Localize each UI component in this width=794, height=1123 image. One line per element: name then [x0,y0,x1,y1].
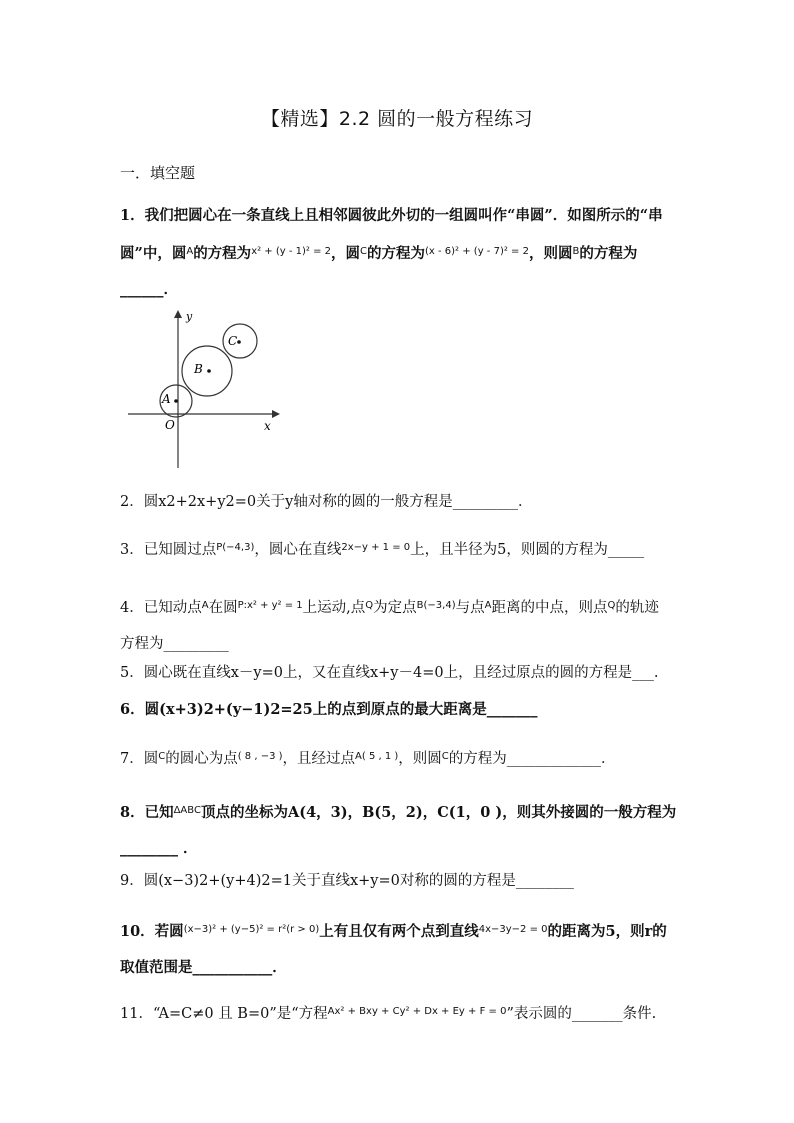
series-circles-figure [118,308,288,470]
question-11: 11．“A=C≠0 且 B=0”是“方程$^{Ax^2 + Bxy + Cy^2 + Dx + Ey + F = 0}$”表示圆的_______条件. [120,1006,657,1022]
center-b [207,369,211,373]
label-c: C [228,334,238,348]
question-4: 4．已知动点$^A$在圆$^{P:x^2 + y^2 = 1}$上运动,点$^Q$为定点$^{B(-3,4)}$与点$^A$距离的中点，则点$^Q$的轨迹 方程为_________ [120,600,659,652]
question-5: 5．圆心既在直线x－y=0上，又在直线x+y－4=0上，且经过原点的圆的方程是___. [120,665,659,681]
question-2: 2．圆x2+2x+y2=0关于y轴对称的圆的一般方程是_________． [120,494,533,510]
question-6: 6．圆(x+3)2+(y−1)2=25上的点到原点的最大距离是_______ [120,701,538,718]
center-c [237,340,241,344]
question-7: 7．圆$^C$的圆心为点$^{( 8 , -3 )}$，且经过点$^{A( 5 , 1 )}$，则圆$^C$的方程为_____________． [120,751,616,767]
question-3: 3．已知圆过点$^{P(-4,3)}$，圆心在直线$^{2x-y + 1 = 0}$上，且半径为5，则圆的方程为_____ [120,542,645,558]
question-8: 8．已知$^{\Delta ABC}$顶点的坐标为A(4，3)，B(5，2)，C(1，0 )，则其外接圆的一般方程为 ________ ． [120,804,677,857]
circle-b [182,346,232,396]
section-heading: 一．填空题 [120,164,196,182]
question-9: 9．圆(x−3)2+(y+4)2=1关于直线x+y=0对称的圆的方程是________ [120,873,574,889]
x-axis-arrow [272,410,280,418]
origin-label: O [165,418,175,432]
formula-circle-a: x² + (y - 1)² = 2 [251,246,332,257]
label-a: A [162,392,171,406]
question-10: 10．若圆$^{(x-3)^2 + (y-5)^2 = r^2(r > 0)}$上有且仅有两个点到直线$^{4x-3y-2 = 0}$的距离为5，则r的 取值范围是___________． [120,923,667,976]
page-title: 【精选】2.2 圆的一般方程练习 [260,108,534,130]
center-a [174,399,178,403]
y-axis-label: y [186,310,193,323]
answer-blank: ______． [120,281,178,298]
y-axis-arrow [174,310,182,318]
question-1: 1．我们把圆心在一条直线上且相邻圆彼此外切的一组圆叫作“串圆”．如图所示的“串 圆”中，圆$^A$的方程为$^{x^2 + (y - 1)^2 = 2}$，圆$^C$的方程为$^{(x - 6)^2 + (y - 7)^2 = 2}$，则圆$^B$的方程为 ______． [120,207,663,298]
x-axis-label: x [264,419,271,433]
formula-circle-c: (x - 6)² + (y - 7)² = 2 [425,246,529,257]
label-b: B [194,362,203,376]
